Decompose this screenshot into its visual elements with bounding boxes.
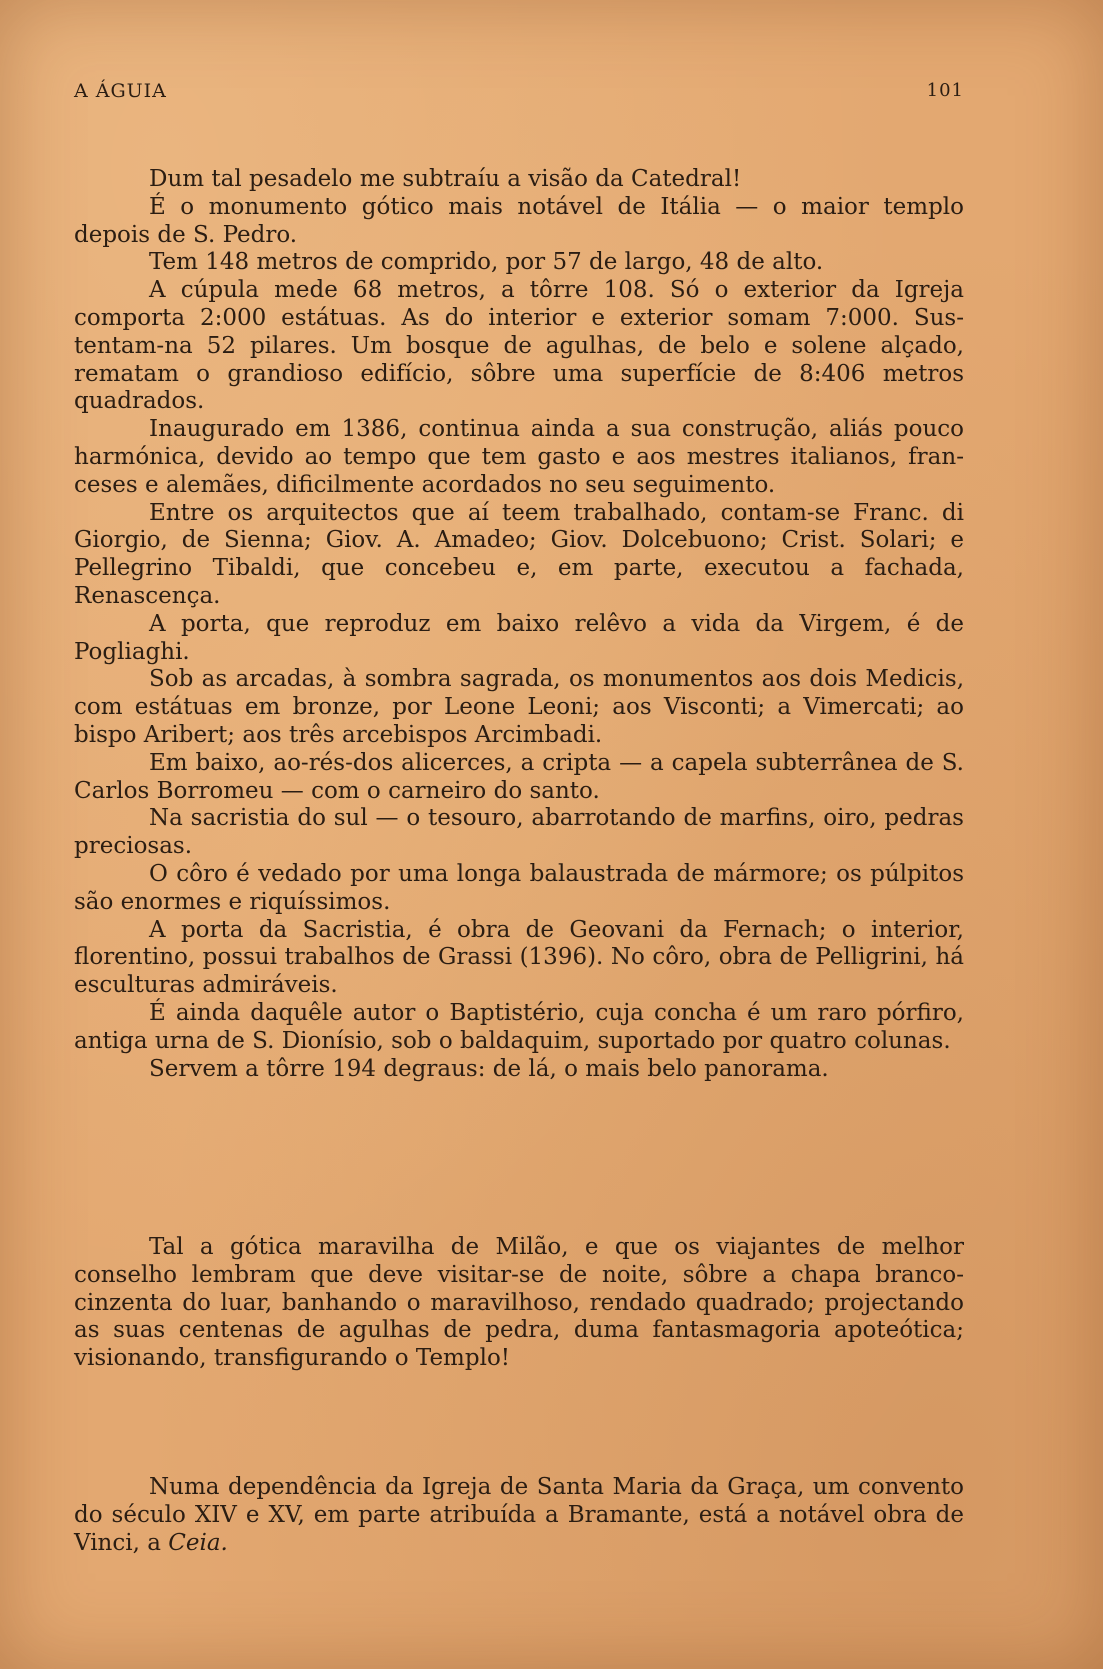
paragraph: Servem a tôrre 194 degraus: de lá, o mais belo panorama. <box>149 1055 829 1082</box>
paragraph: Tal a gótica maravilha de Milão, e que os viajantes de melhor conselho lembram que deve visitar-se de noite, sôbre a chapa branco-cinzenta do luar, banhando o maravilhoso, rendado quadrado; projectando as suas centenas de agulhas de pedra, duma fantasmagoria apoteótica; visionando, transfigurando o Templo! <box>74 1234 964 1372</box>
paragraph <box>74 1474 964 1557</box>
paragraph: A porta da Sacristia, é obra de Geovani da Fernach; o interior, florentino, possui trabalhos de Grassi (1396). No côro, obra de Pelligrini, há esculturas admiráveis. <box>74 916 964 999</box>
paragraph: Na sacristia do sul — o tesouro, abarrotando de marfins, oiro, pedras preciosas. <box>74 805 964 860</box>
paragraph: A cúpula mede 68 metros, a tôrre 108. Só o exterior da Igreja comporta 2:000 estátuas. As do interior e exterior somam 7:000. Sustentam-na 52 pilares. Um bosque de agulhas, de belo e solene alçado, rematam o grandioso edifício, sôbre uma superfície de 8:406 metros quadrados. <box>74 277 964 415</box>
paragraph: Dum tal pesadelo me subtraíu a visão da Catedral! <box>149 166 742 192</box>
paragraph: Entre os arquitectos que aí teem trabalhado, contam-se Franc. di Giorgio, de Sienna; Giov. A. Amadeo; Giov. Dolcebuono; Crist. Solari; e Pellegrino Tibaldi, que concebeu e, em parte, executou a fachada, Renascença. <box>74 499 964 609</box>
paragraph: Tem 148 metros de comprido, por 57 de largo, 48 de alto. <box>149 249 824 276</box>
running-header <box>74 80 964 104</box>
paragraph: Sob as arcadas, à sombra sagrada, os monumentos aos dois Medicis, com estátuas em bronze, por Leone Leoni; aos Visconti; a Vimercati; ao bispo Aribert; aos três arcebispos Arcimbadi. <box>74 666 964 748</box>
last-supper-section <box>74 1474 964 1557</box>
paragraph-text: Numa dependência da Igreja de Santa Maria da Graça, um convento do século XIV e XV, em parte atribuída a Bramante, está a notável obra de Vinci, a <box>74 1474 964 1556</box>
page-number: 101 <box>926 80 964 101</box>
paragraph: É ainda daquêle autor o Baptistério, cuja concha é um raro pórfiro, antiga urna de S. Dionísio, sob o baldaquim, suportado por quatro colunas. <box>74 999 964 1054</box>
cathedral-description <box>74 166 964 1083</box>
artwork-title: Ceia. <box>168 1529 228 1556</box>
gothic-marvel-section <box>74 1234 964 1373</box>
paragraph: É o monumento gótico mais notável de Itália — o maior templo depois de S. Pedro. <box>74 193 964 248</box>
paragraph: O côro é vedado por uma longa balaustrada de mármore; os púlpitos são enormes e riquíssimos. <box>74 860 964 915</box>
journal-title: A ÁGUIA <box>74 80 167 102</box>
paragraph: A porta, que reproduz em baixo relêvo a vida da Virgem, é de Pogliaghi. <box>74 610 964 665</box>
paragraph: Inaugurado em 1386, continua ainda a sua construção, aliás pouco harmónica, devido ao tempo que tem gasto e aos mestres italianos, franceses e alemães, dificilmente acordados no seu seguimento. <box>74 416 964 498</box>
paragraph: Em baixo, ao-rés-dos alicerces, a cripta — a capela subterrânea de S. Carlos Borromeu — com o carneiro do santo. <box>74 749 964 804</box>
